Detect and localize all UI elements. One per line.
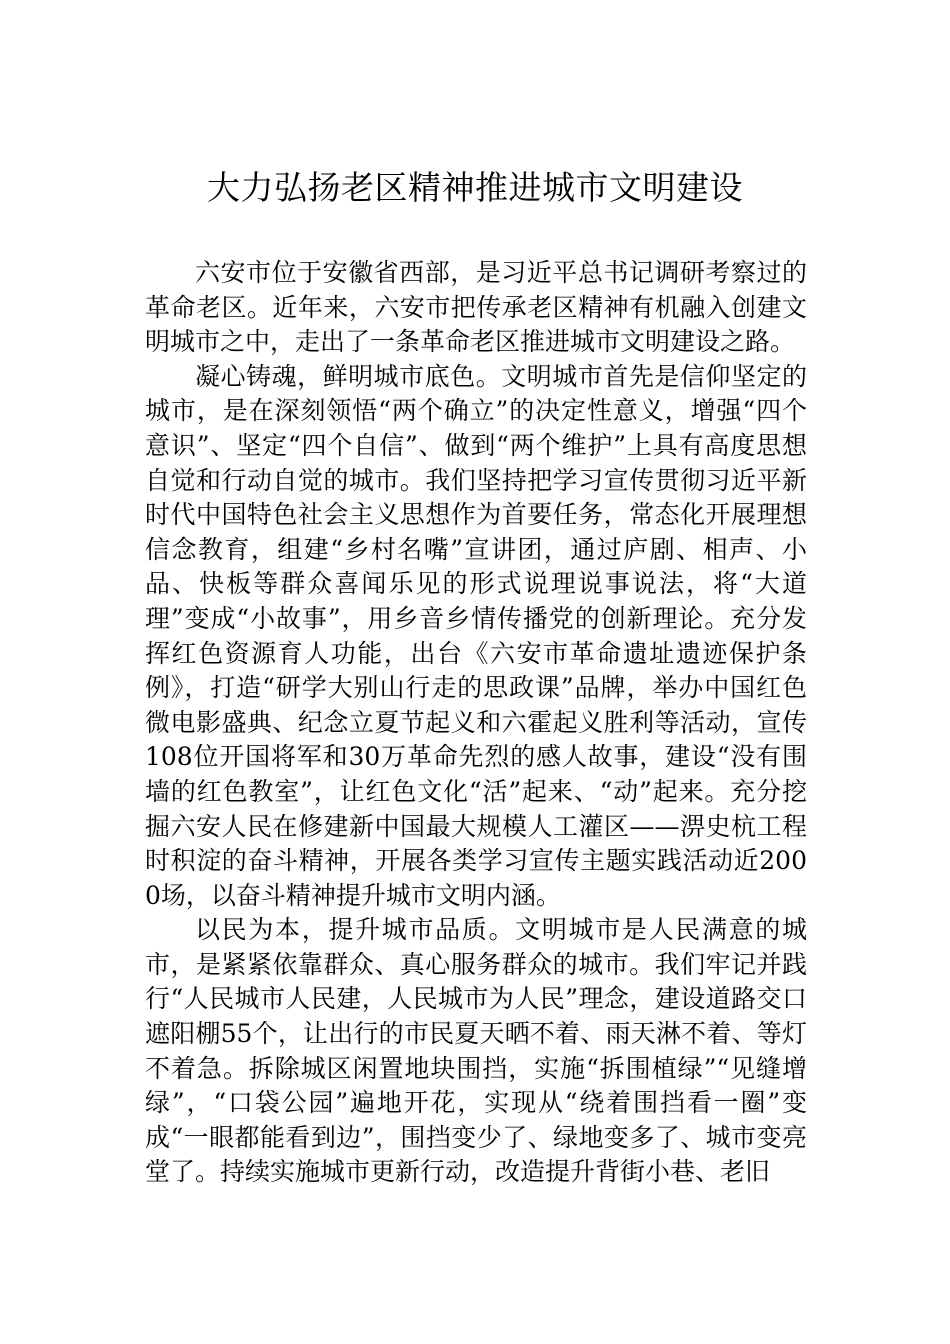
paragraph-intro: 六安市位于安徽省西部，是习近平总书记调研考察过的革命老区。近年来，六安市把传承老区精神有机融入创建文明城市之中，走出了一条革命老区推进城市文明建设之路。 <box>145 258 807 357</box>
document-body <box>145 256 807 1190</box>
paragraph-people: 以民为本，提升城市品质。文明城市是人民满意的城市，是紧紧依靠群众、真心服务群众的城市。我们牢记并践行“人民城市人民建，人民城市为人民”理念，建设道路交口遮阳棚55个，让出行的市民夏天晒不着、雨天淋不着、等灯不着急。拆除城区闲置地块围挡，实施“拆围植绿”“见缝增绿”，“口袋公园”遍地开花，实现从“绕着围挡看一圈”变成“一眼都能看到边”，围挡变少了、绿地变多了、城市变亮堂了。持续实施城市更新行动，改造提升背街小巷、老旧 <box>145 915 807 1187</box>
document-title: 大力弘扬老区精神推进城市文明建设 <box>207 168 743 207</box>
paragraph-soul: 凝心铸魂，鲜明城市底色。文明城市首先是信仰坚定的城市，是在深刻领悟“两个确立”的决定性意义，增强“四个意识”、坚定“四个自信”、做到“两个维护”上具有高度思想自觉和行动自觉的城市。我们坚持把学习宣传贯彻习近平新时代中国特色社会主义思想作为首要任务，常态化开展理想信念教育，组建“乡村名嘴”宣讲团，通过庐剧、相声、小品、快板等群众喜闻乐见的形式说理说事说法，将“大道理”变成“小故事”，用乡音乡情传播党的创新理论。充分发挥红色资源育人功能，出台《六安市革命遗址遗迹保护条例》，打造“研学大别山行走的思政课”品牌，举办中国红色微电影盛典、纪念立夏节起义和六霍起义胜利等活动，宣传108位开国将军和30万革命先烈的感人故事，建设“没有围墙的红色教室”，让红色文化“活”起来、“动”起来。充分挖掘六安人民在修建新中国最大规模人工灌区——淠史杭工程时积淀的奋斗精神，开展各类学习宣传主题实践活动近2000场，以奋斗精神提升城市文明内涵。 <box>145 361 807 910</box>
